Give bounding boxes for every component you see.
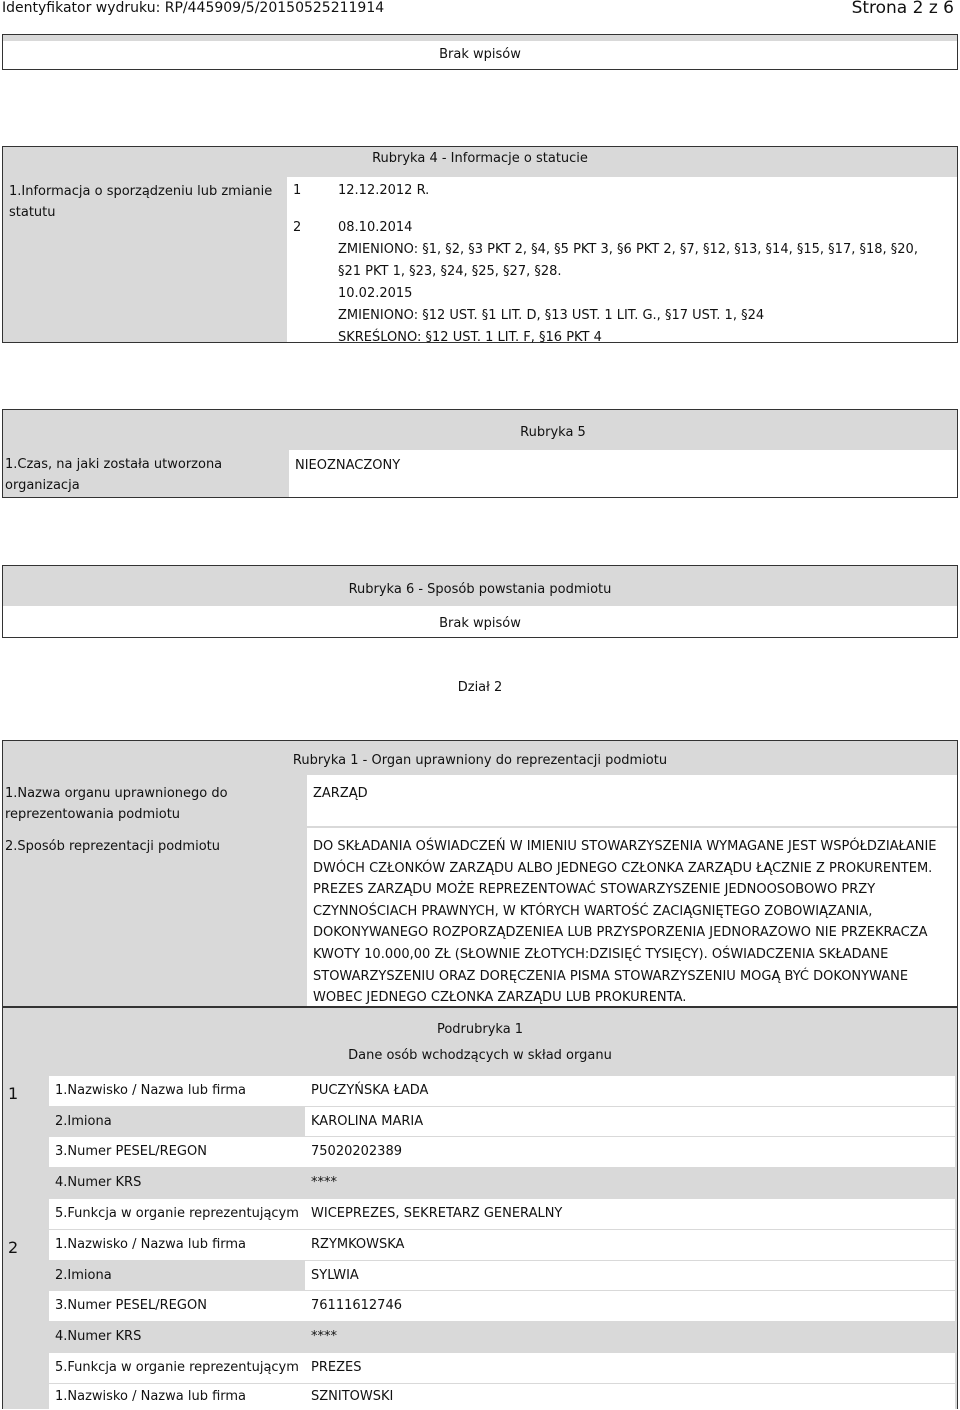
entry-num-2: 2 (293, 220, 302, 235)
rubryka4-title: Rubryka 4 - Informacje o statucie (372, 151, 588, 166)
field-value: PREZES (311, 1360, 362, 1375)
rubryka4-values (287, 177, 957, 345)
field-value: 75020202389 (311, 1144, 402, 1159)
field-label: 2.Imiona (55, 1268, 112, 1283)
field-value: **** (311, 1175, 337, 1190)
top-empty-text: Brak wpisów (439, 47, 521, 62)
sposob-value-cell (307, 828, 957, 1006)
podrubryka1-section (2, 1007, 958, 1409)
field-value: SZNITOWSKI (311, 1389, 394, 1404)
rubryka6-section (2, 565, 958, 638)
field-label: 1.Nazwisko / Nazwa lub firma (55, 1237, 247, 1252)
organ-value-cell (307, 775, 957, 826)
person-number-2: 2 (8, 1238, 19, 1257)
organ-label: 1.Nazwa organu uprawnionego do reprezentowania podmiotu (5, 786, 228, 822)
entry-2-line: §21 PKT 1, §23, §24, §25, §27, §28. (338, 264, 562, 279)
rubryka6-empty: Brak wpisów (439, 616, 521, 631)
entry-2-line: ZMIENIONO: §12 UST. §1 LIT. D, §13 UST. 1 LIT. G., §17 UST. 1, §24 (338, 308, 765, 323)
field-label: 4.Numer KRS (55, 1329, 142, 1344)
field-label: 5.Funkcja w organie reprezentującym (55, 1360, 299, 1375)
rubryka1-title: Rubryka 1 - Organ uprawniony do reprezentacji podmiotu (292, 753, 668, 768)
field-label: 3.Numer PESEL/REGON (55, 1298, 207, 1313)
person-number-1: 1 (8, 1084, 19, 1103)
dzial2-title: Dział 2 (457, 680, 503, 695)
field-value: WICEPREZES, SEKRETARZ GENERALNY (311, 1206, 563, 1221)
field-value: PUCZYŃSKA ŁADA (311, 1083, 429, 1098)
rubryka5-section (2, 409, 958, 498)
rubryka6-title: Rubryka 6 - Sposób powstania podmiotu (348, 582, 612, 597)
rubryka4-section (2, 146, 958, 343)
field-value: RZYMKOWSKA (311, 1237, 405, 1252)
sposob-value: DO SKŁADANIA OŚWIADCZEŃ W IMIENIU STOWARZYSZENIA WYMAGANE JEST WSPÓŁDZIAŁANIE DWÓCH CZŁONKÓW ZARZĄDU ALBO JEDNEGO CZŁONKA ZARZĄDU ŁĄCZNIE Z PROKURENTEM. PREZES ZARZĄDU MOŻE REPREZENTOWAĆ STOWARZYSZENIE JEDNOOSOBOWO PRZY CZYNNOŚCIACH PRAWNYCH, W KTÓRYCH WARTOŚĆ ZACIĄGNIĘTEGO ZOBOWIĄZANIA, DOKONYWANEGO ROZPORZĄDZENIEA LUB PRZYSPORZENIA JEDNORAZOWO NIE PRZEKRACZA KWOTY 10.000,00 ZŁ (SŁOWNIE ZŁOTYCH:DZISIĘĆ TYSIĘCY). OŚWIADCZENIA SKŁADANE STOWARZYSZENIU ORAZ DORĘCZENIA PISMA STOWARZYSZENIU MOGĄ BYĆ DOKONYWANE WOBEC JEDNEGO CZŁONKA ZARZĄDU LUB PROKURENTA. (313, 839, 937, 1006)
person-2-block (49, 1230, 955, 1384)
field-value: KAROLINA MARIA (311, 1114, 424, 1129)
field-label: 5.Funkcja w organie reprezentującym (55, 1206, 299, 1221)
entry-2-line: 08.10.2014 (338, 220, 413, 235)
top-empty-box (2, 34, 958, 70)
sposob-label: 2.Sposób reprezentacji podmiotu (5, 839, 220, 854)
podrubryka1-subtitle: Dane osób wchodzących w skład organu (348, 1048, 612, 1063)
rubryka1-section (2, 740, 958, 1007)
field-value: **** (311, 1329, 337, 1344)
person-1-block (49, 1076, 955, 1230)
person-3-block (49, 1384, 955, 1410)
field-label: 4.Numer KRS (55, 1175, 142, 1190)
field-label: 1.Nazwisko / Nazwa lub firma (55, 1389, 247, 1404)
print-header (0, 0, 960, 16)
page-number: Strona 2 z 6 (851, 0, 954, 18)
field-value: SYLWIA (311, 1268, 359, 1283)
entry-2-line: ZMIENIONO: §1, §2, §3 PKT 2, §4, §5 PKT 3, §6 PKT 2, §7, §12, §13, §14, §15, §17, §18, §20, (338, 242, 918, 257)
field-label: 1.Nazwisko / Nazwa lub firma (55, 1083, 247, 1098)
podrubryka1-title: Podrubryka 1 (436, 1022, 524, 1037)
organ-value: ZARZĄD (313, 786, 368, 801)
rubryka5-value-cell (289, 450, 957, 497)
entry-2-line: 10.02.2015 (338, 286, 413, 301)
rubryka5-title: Rubryka 5 (520, 425, 586, 440)
entry-num-1: 1 (293, 183, 302, 198)
field-label: 3.Numer PESEL/REGON (55, 1144, 207, 1159)
rubryka5-label: 1.Czas, na jaki została utworzona organizacja (5, 457, 223, 493)
print-identifier: Identyfikator wydruku: RP/445909/5/20150525211914 (2, 0, 385, 16)
rubryka5-value: NIEOZNACZONY (295, 458, 401, 473)
field-label: 2.Imiona (55, 1114, 112, 1129)
entry-1-line: 12.12.2012 R. (338, 183, 430, 198)
entry-2-line: SKREŚLONO: §12 UST. 1 LIT. F, §16 PKT 4 (338, 330, 602, 345)
rubryka4-label: 1.Informacja o sporządzeniu lub zmianie statutu (9, 184, 273, 220)
field-value: 76111612746 (311, 1298, 402, 1313)
